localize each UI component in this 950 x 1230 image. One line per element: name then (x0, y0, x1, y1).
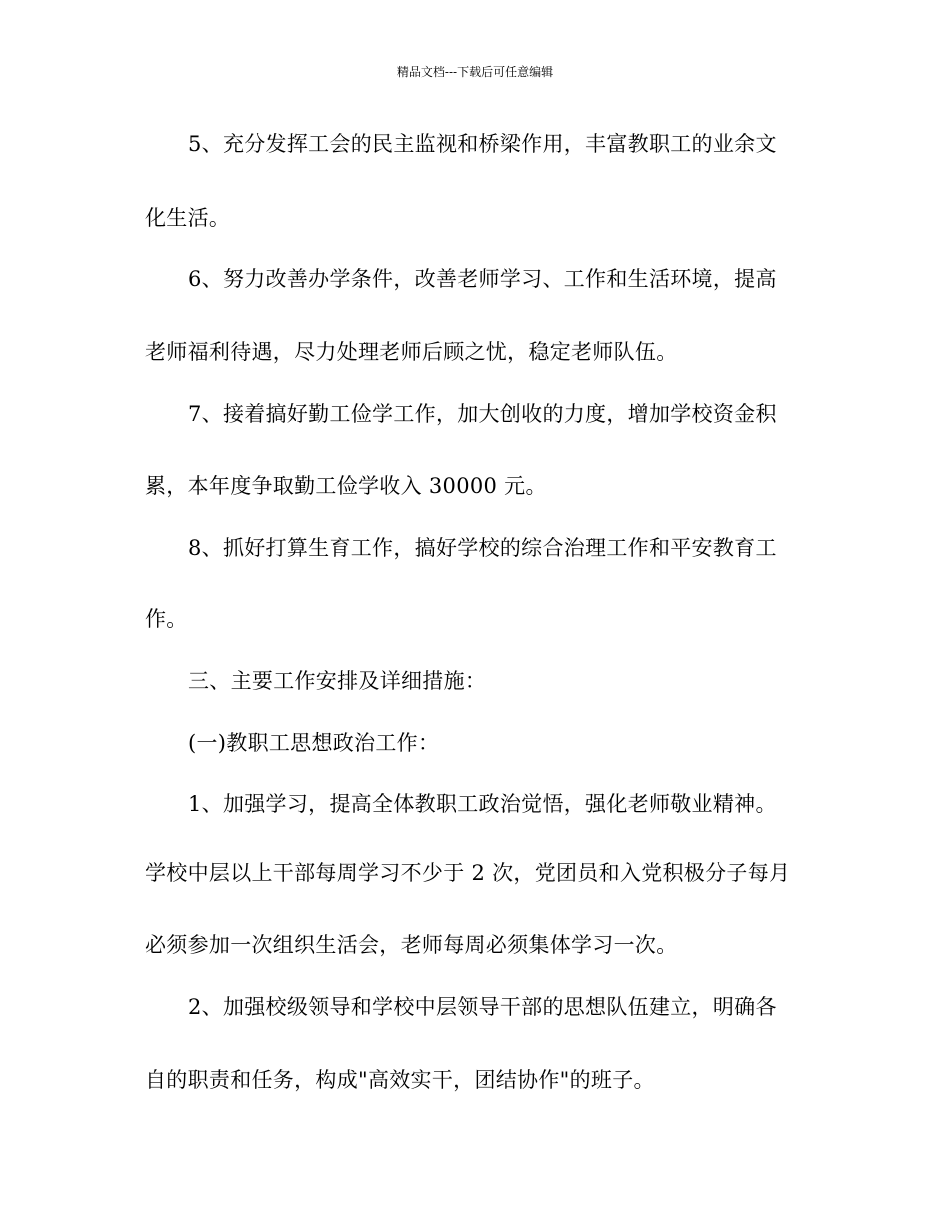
paragraph-line: 老师福利待遇，尽力处理老师后顾之忧，稳定老师队伍。 (145, 340, 678, 364)
paragraph-line: 7、接着搞好勤工俭学工作，加大创收的力度，增加学校资金积 (188, 402, 777, 426)
paragraph-line: 必须参加一次组织生活会，老师每周必须集体学习一次。 (145, 933, 678, 957)
section-heading: 三、主要工作安排及详细措施： (188, 669, 487, 693)
paragraph-line: 6、努力改善办学条件，改善老师学习、工作和生活环境，提高 (188, 267, 777, 291)
paragraph-line: 作。 (145, 607, 188, 631)
subsection-heading: (一)教职工思想政治工作： (188, 731, 440, 755)
paragraph-line: 累，本年度争取勤工俭学收入 30000 元。 (145, 474, 547, 498)
page-header-note: 精品文档---下载后可任意编辑 (396, 65, 554, 79)
paragraph-line: 2、加强校级领导和学校中层领导干部的思想队伍建立，明确各 (188, 995, 777, 1019)
paragraph-line: 5、充分发挥工会的民主监视和桥梁作用，丰富教职工的业余文 (188, 132, 777, 156)
paragraph-line: 学校中层以上干部每周学习不少于 2 次，党团员和入党积极分子每月 (145, 861, 791, 885)
paragraph-line: 8、抓好打算生育工作，搞好学校的综合治理工作和平安教育工 (188, 536, 777, 560)
paragraph-line: 化生活。 (145, 206, 231, 230)
paragraph-line: 1、加强学习，提高全体教职工政治觉悟，强化老师敬业精神。 (188, 792, 777, 816)
paragraph-line: 自的职责和任务，构成"高效实干，团结协作"的班子。 (145, 1068, 655, 1092)
